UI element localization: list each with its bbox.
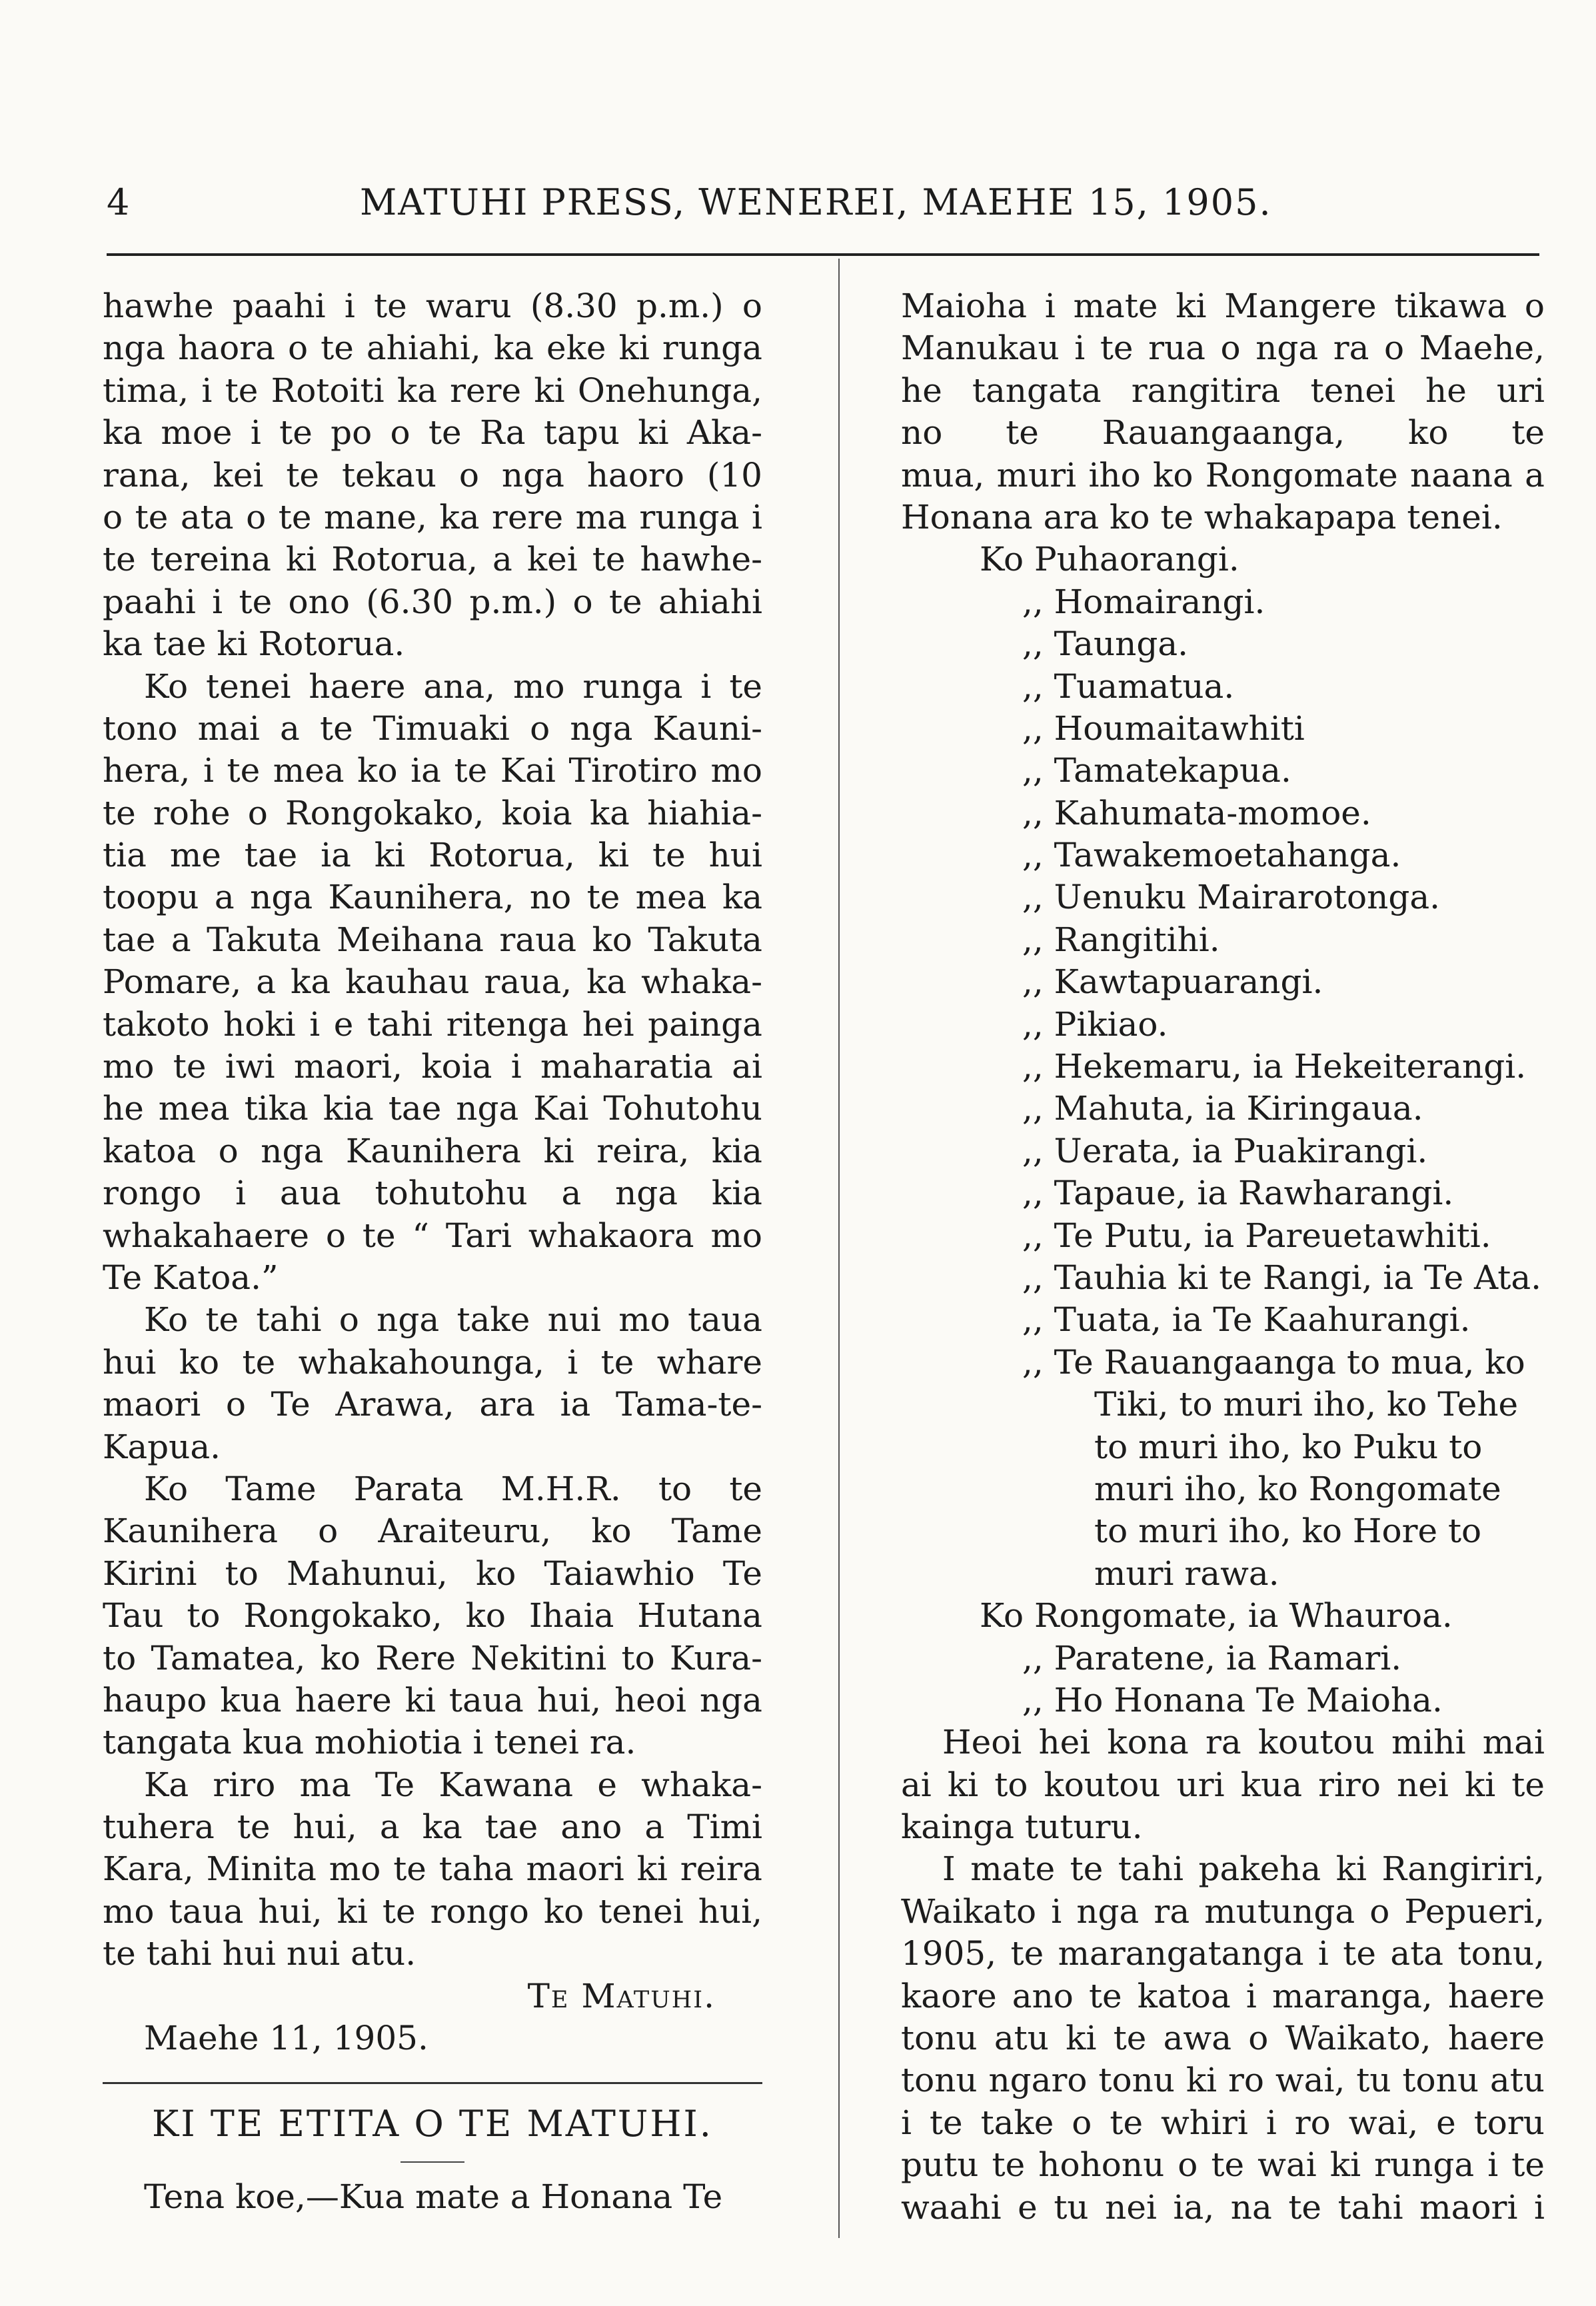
text-line: tima, i te Rotoiti ka rere ki Onehunga, (103, 371, 762, 410)
genealogy-item: ,, Paratene, ia Ramari. (1022, 1638, 1402, 1678)
paragraph-travel (103, 285, 762, 666)
genealogy-item: ,, Taunga. (1022, 624, 1189, 664)
text-line: ka tae ki Rotorua. (103, 624, 405, 664)
text-line: maori o Te Arawa, ara ia Tama-te- (103, 1385, 762, 1424)
paragraph-drowning-news (901, 1848, 1545, 2229)
genealogy-item: ,, Hekemaru, ia Hekeiterangi. (1022, 1047, 1527, 1086)
genealogy-item: ,, Kahumata-momoe. (1022, 793, 1371, 832)
text-line: 1905, te marangatanga i te ata tonu, (901, 1934, 1545, 1973)
text-line: Waikato i nga ra mutunga o Pepueri, (901, 1891, 1545, 1931)
text-line: i te take o te whiri i ro wai, e toru (901, 2103, 1545, 2142)
text-line: Te Katoa.” (103, 1258, 279, 1297)
text-line: he tangata rangitira tenei he uri (901, 371, 1545, 410)
text-line: te rohe o Rongokako, koia ka hiahia- (103, 793, 762, 832)
text-line: takoto hoki i e tahi ritenga hei painga (103, 1004, 762, 1044)
paragraph-obituary (901, 285, 1545, 539)
genealogy-item: ,, Tuata, ia Te Kaahurangi. (1022, 1300, 1471, 1340)
genealogy-item: ,, Tapaue, ia Rawharangi. (1022, 1174, 1454, 1213)
genealogy-item: ,, Tauhia ki te Rangi, ia Te Ata. (1022, 1258, 1542, 1297)
text-line: kainga tuturu. (901, 1807, 1143, 1847)
text-line: Honana ara ko te whakapapa tenei. (901, 497, 1503, 537)
text-line: te tereina ki Rotorua, a kei te hawhe- (103, 540, 762, 579)
section-rule (103, 2082, 762, 2084)
genealogy-item: ,, Mahuta, ia Kiringaua. (1022, 1089, 1423, 1128)
paragraph-farewell (901, 1722, 1545, 1848)
genealogy-item: ,, Tuamatua. (1022, 666, 1235, 706)
text-line: mua, muri iho ko Rongomate naana a (901, 455, 1545, 495)
text-line: tono mai a te Timuaki o nga Kauni- (103, 708, 762, 748)
dateline: Maehe 11, 1905. (144, 2019, 428, 2058)
text-line: tuhera te hui, a ka tae ano a Timi (103, 1807, 762, 1847)
genealogy-item: ,, Uerata, ia Puakirangi. (1022, 1131, 1428, 1170)
text-line: Ko tenei haere ana, mo runga i te (144, 666, 762, 706)
text-line: hera, i te mea ko ia te Kai Tirotiro mo (103, 751, 762, 790)
text-line: Kara, Minita mo te taha maori ki reira (103, 1849, 762, 1889)
genealogy-item: Ko Puhaorangi. (980, 540, 1239, 579)
genealogy-item: ,, Te Putu, ia Pareuetawhiti. (1022, 1216, 1491, 1255)
section-heading: KI TE ETITA O TE MATUHI. (152, 2103, 713, 2145)
genealogy-item: ,, Uenuku Mairarotonga. (1022, 878, 1441, 917)
signature: Te Matuhi. (527, 1976, 716, 2015)
text-line: mo taua hui, ki te rongo ko tenei hui, (103, 1891, 762, 1931)
paragraph-opening (103, 1764, 762, 1975)
text-line: Tau to Rongokako, ko Ihaia Hutana (103, 1596, 762, 1636)
text-line: ka moe i te po o te Ra tapu ki Aka- (103, 413, 762, 453)
genealogy-item: ,, Homairangi. (1022, 582, 1265, 621)
text-line: to Tamatea, ko Rere Nekitini to Kura- (103, 1638, 762, 1678)
masthead-title: MATUHI PRESS, WENEREI, MAEHE 15, 1905. (360, 181, 1272, 223)
text-line: Ko te tahi o nga take nui mo taua (144, 1300, 762, 1340)
text-line: he mea tika kia tae nga Kai Tohutohu (103, 1089, 762, 1128)
text-line: rongo i aua tohutohu a nga kia (103, 1174, 762, 1213)
right-column (901, 285, 1545, 2229)
header-rule (107, 253, 1539, 256)
genealogy-continuation: to muri iho, ko Hore to (1094, 1512, 1482, 1551)
text-line: te tahi hui nui atu. (103, 1934, 416, 1973)
text-line: Ko Tame Parata M.H.R. to te (144, 1469, 762, 1508)
text-line: Maioha i mate ki Mangere tikawa o (901, 287, 1545, 325)
genealogy-item: ,, Tawakemoetahanga. (1022, 836, 1401, 875)
text-line: whakahaere o te “ Tari whakaora mo (103, 1216, 762, 1255)
text-line: kaore ano te katoa i maranga, haere (901, 1976, 1545, 2015)
text-line: tangata kua mohiotia i tenei ra. (103, 1723, 636, 1762)
text-line: Ka riro ma Te Kawana e whaka- (144, 1765, 762, 1804)
genealogy-item: ,, Te Rauangaanga to mua, ko (1022, 1342, 1525, 1382)
text-line: Heoi hei kona ra koutou mihi mai (942, 1723, 1545, 1762)
genealogy-item: ,, Rangitihi. (1022, 920, 1220, 959)
genealogy-item: Ko Rongomate, ia Whauroa. (980, 1596, 1453, 1636)
text-line: ai ki to koutou uri kua riro nei ki te (901, 1765, 1545, 1804)
text-line: nga haora o te ahiahi, ka eke ki runga (103, 329, 762, 368)
text-line: tae a Takuta Meihana raua ko Takuta (103, 920, 762, 959)
text-line: waahi e tu nei ia, na te tahi maori i (901, 2187, 1545, 2227)
genealogy-continuation: to muri iho, ko Puku to (1094, 1427, 1483, 1466)
text-line: Pomare, a ka kauhau raua, ka whaka- (103, 962, 762, 1002)
page-header (107, 175, 1539, 228)
paragraph-meeting (103, 1299, 762, 1468)
text-line: hawhe paahi i te waru (8.30 p.m.) o (103, 287, 762, 325)
text-line: haupo kua haere ki taua hui, heoi nga (103, 1680, 762, 1720)
genealogy-continuation: muri iho, ko Rongomate (1094, 1469, 1501, 1508)
letter-opening: Tena koe,—Kua mate a Honana Te (144, 2177, 723, 2217)
genealogy-list (901, 539, 1545, 1722)
paragraph-attendees (103, 1468, 762, 1764)
text-line: paahi i te ono (6.30 p.m.) o te ahiahi (103, 582, 762, 621)
text-line: tonu atu ki te awa o Waikato, haere (901, 2019, 1545, 2058)
text-line: Manukau i te rua o nga ra o Maehe, (901, 329, 1545, 368)
text-line: rana, kei te tekau o nga haoro (10 (103, 455, 762, 495)
text-line: no te Rauangaanga, ko te (901, 413, 1545, 453)
heading-short-rule (400, 2161, 464, 2163)
text-line: katoa o nga Kaunihera ki reira, kia (103, 1131, 762, 1170)
text-line: tonu ngaro tonu ki ro wai, tu tonu atu (901, 2061, 1545, 2100)
text-line: putu te hohonu o te wai ki runga i te (901, 2145, 1545, 2185)
text-line: tia me tae ia ki Rotorua, ki te hui (103, 836, 762, 875)
genealogy-continuation: muri rawa. (1094, 1554, 1279, 1593)
page-number: 4 (107, 181, 131, 223)
paragraph-purpose (103, 666, 762, 1300)
text-line: I mate te tahi pakeha ki Rangiriri, (942, 1849, 1545, 1889)
genealogy-item: ,, Pikiao. (1022, 1004, 1168, 1044)
text-line: hui ko te whakahounga, i te whare (103, 1342, 762, 1382)
column-divider (838, 259, 840, 2238)
text-line: o te ata o te mane, ka rere ma runga i (103, 497, 762, 537)
genealogy-item: ,, Kawtapuarangi. (1022, 962, 1323, 1002)
genealogy-item: ,, Ho Honana Te Maioha. (1022, 1680, 1443, 1720)
text-line: toopu a nga Kaunihera, no te mea ka (103, 878, 762, 917)
genealogy-item: ,, Tamatekapua. (1022, 751, 1291, 790)
genealogy-continuation: Tiki, to muri iho, ko Tehe (1094, 1385, 1519, 1424)
left-column (103, 285, 762, 2219)
genealogy-item: ,, Houmaitawhiti (1022, 708, 1305, 748)
text-line: Kirini to Mahunui, ko Taiawhio Te (103, 1554, 762, 1593)
text-line: Kapua. (103, 1427, 221, 1466)
text-line: Kaunihera o Araiteuru, ko Tame (103, 1512, 762, 1551)
text-line: mo te iwi maori, koia i maharatia ai (103, 1047, 762, 1086)
